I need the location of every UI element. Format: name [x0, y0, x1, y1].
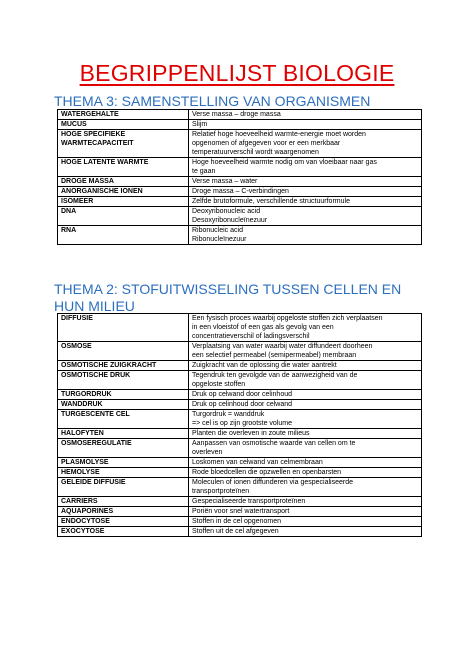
term-cell: HEMOLYSE	[58, 468, 189, 478]
term-cell: RNA	[58, 226, 189, 245]
definition-cell: Rode bloedcellen die opzwellen en openbarsten	[189, 468, 422, 478]
definition-cell: Stoffen in de cel opgenomen	[189, 517, 422, 527]
term-cell: OSMOSEREGULATIE	[58, 439, 189, 458]
definition-cell: Verplaatsing van water waarbij water diffundeert doorheen een selectief permeabel (semipermeabel) membraan	[189, 342, 422, 361]
term-cell: ENDOCYTOSE	[58, 517, 189, 527]
definition-cell: Zelfde brutoformule, verschillende structuurformule	[189, 197, 422, 207]
theme2-table-body	[58, 314, 422, 537]
theme3-heading: THEMA 3: SAMENSTELLING VAN ORGANISMEN	[54, 93, 371, 109]
table-row	[58, 120, 422, 130]
definition-cell: Ribonucleic acid Ribonucleïnezuur	[189, 226, 422, 245]
theme3-table	[57, 109, 422, 245]
table-row	[58, 187, 422, 197]
term-cell: WANDDRUK	[58, 400, 189, 410]
definition-cell: Turgordruk = wanddruk => cel is op zijn grootste volume	[189, 410, 422, 429]
term-cell: HALOFYTEN	[58, 429, 189, 439]
table-row	[58, 410, 422, 429]
table-row	[58, 361, 422, 371]
definition-cell: Druk op celinhoud door celwand	[189, 400, 422, 410]
term-cell: EXOCYTOSE	[58, 527, 189, 537]
table-row	[58, 197, 422, 207]
definition-cell: Verse massa – droge massa	[189, 110, 422, 120]
definition-cell: Verse massa – water	[189, 177, 422, 187]
definition-cell: Stoffen uit de cel afgegeven	[189, 527, 422, 537]
term-cell: CARRIERS	[58, 497, 189, 507]
theme3-table-body	[58, 110, 422, 245]
table-row	[58, 478, 422, 497]
table-row	[58, 342, 422, 361]
definition-cell: Druk op celwand door celinhoud	[189, 390, 422, 400]
term-cell: PLASMOLYSE	[58, 458, 189, 468]
term-cell: HOGE SPECIFIEKE WARMTECAPACITEIT	[58, 130, 189, 158]
table-row	[58, 110, 422, 120]
definition-cell: Zuigkracht van de oplossing die water aantrekt	[189, 361, 422, 371]
table-row	[58, 527, 422, 537]
term-cell: OSMOSE	[58, 342, 189, 361]
table-row	[58, 390, 422, 400]
term-cell: TURGESCENTE CEL	[58, 410, 189, 429]
term-cell: WATERGEHALTE	[58, 110, 189, 120]
term-cell: MUCUS	[58, 120, 189, 130]
definition-cell: Een fysisch proces waarbij opgeloste stoffen zich verplaatsen in een vloeistof of een gas als gevolg van een concentratieverschil of ladingsverschil	[189, 314, 422, 342]
term-cell: TURGORDRUK	[58, 390, 189, 400]
table-row	[58, 517, 422, 527]
table-row	[58, 497, 422, 507]
table-row	[58, 429, 422, 439]
theme2-heading: THEMA 2: STOFUITWISSELING TUSSEN CELLEN EN HUN MILIEU	[54, 281, 402, 314]
definition-cell: Aanpassen van osmotische waarde van cellen om te overleven	[189, 439, 422, 458]
table-row	[58, 158, 422, 177]
table-row	[58, 468, 422, 478]
term-cell: DROGE MASSA	[58, 177, 189, 187]
definition-cell: Relatief hoge hoeveelheid warmte-energie moet worden opgenomen of afgegeven voor er een merkbaar temperatuurverschil wordt waargenomen	[189, 130, 422, 158]
table-row	[58, 371, 422, 390]
term-cell: OSMOTISCHE DRUK	[58, 371, 189, 390]
table-row	[58, 226, 422, 245]
definition-cell: Slijm	[189, 120, 422, 130]
table-row	[58, 207, 422, 226]
table-row	[58, 177, 422, 187]
term-cell: ANORGANISCHE IONEN	[58, 187, 189, 197]
term-cell: AQUAPORINES	[58, 507, 189, 517]
theme2-table	[57, 313, 422, 537]
definition-cell: Gespecialiseerde transportproteïnen	[189, 497, 422, 507]
definition-cell: Droge massa – C-verbindingen	[189, 187, 422, 197]
table-row	[58, 314, 422, 342]
definition-cell: Moleculen of ionen diffunderen via gespecialiseerde transportproteïnen	[189, 478, 422, 497]
definition-cell: Deoxyribonucleic acid Desoxyribonucleïnezuur	[189, 207, 422, 226]
term-cell: OSMOTISCHE ZUIGKRACHT	[58, 361, 189, 371]
table-row	[58, 130, 422, 158]
term-cell: HOGE LATENTE WARMTE	[58, 158, 189, 177]
table-row	[58, 507, 422, 517]
definition-cell: Hoge hoeveelheid warmte nodig om van vloeibaar naar gas te gaan	[189, 158, 422, 177]
page-title: BEGRIPPENLIJST BIOLOGIE	[79, 60, 395, 86]
table-row	[58, 458, 422, 468]
definition-cell: Tegendruk ten gevolgde van de aanwezigheid van de opgeloste stoffen	[189, 371, 422, 390]
table-row	[58, 400, 422, 410]
term-cell: DIFFUSIE	[58, 314, 189, 342]
term-cell: DNA	[58, 207, 189, 226]
term-cell: ISOMEER	[58, 197, 189, 207]
term-cell: GELEIDE DIFFUSIE	[58, 478, 189, 497]
definition-cell: Loskomen van celwand van celmembraan	[189, 458, 422, 468]
definition-cell: Planten die overleven in zoute milieus	[189, 429, 422, 439]
definition-cell: Poriën voor snel watertransport	[189, 507, 422, 517]
table-row	[58, 439, 422, 458]
